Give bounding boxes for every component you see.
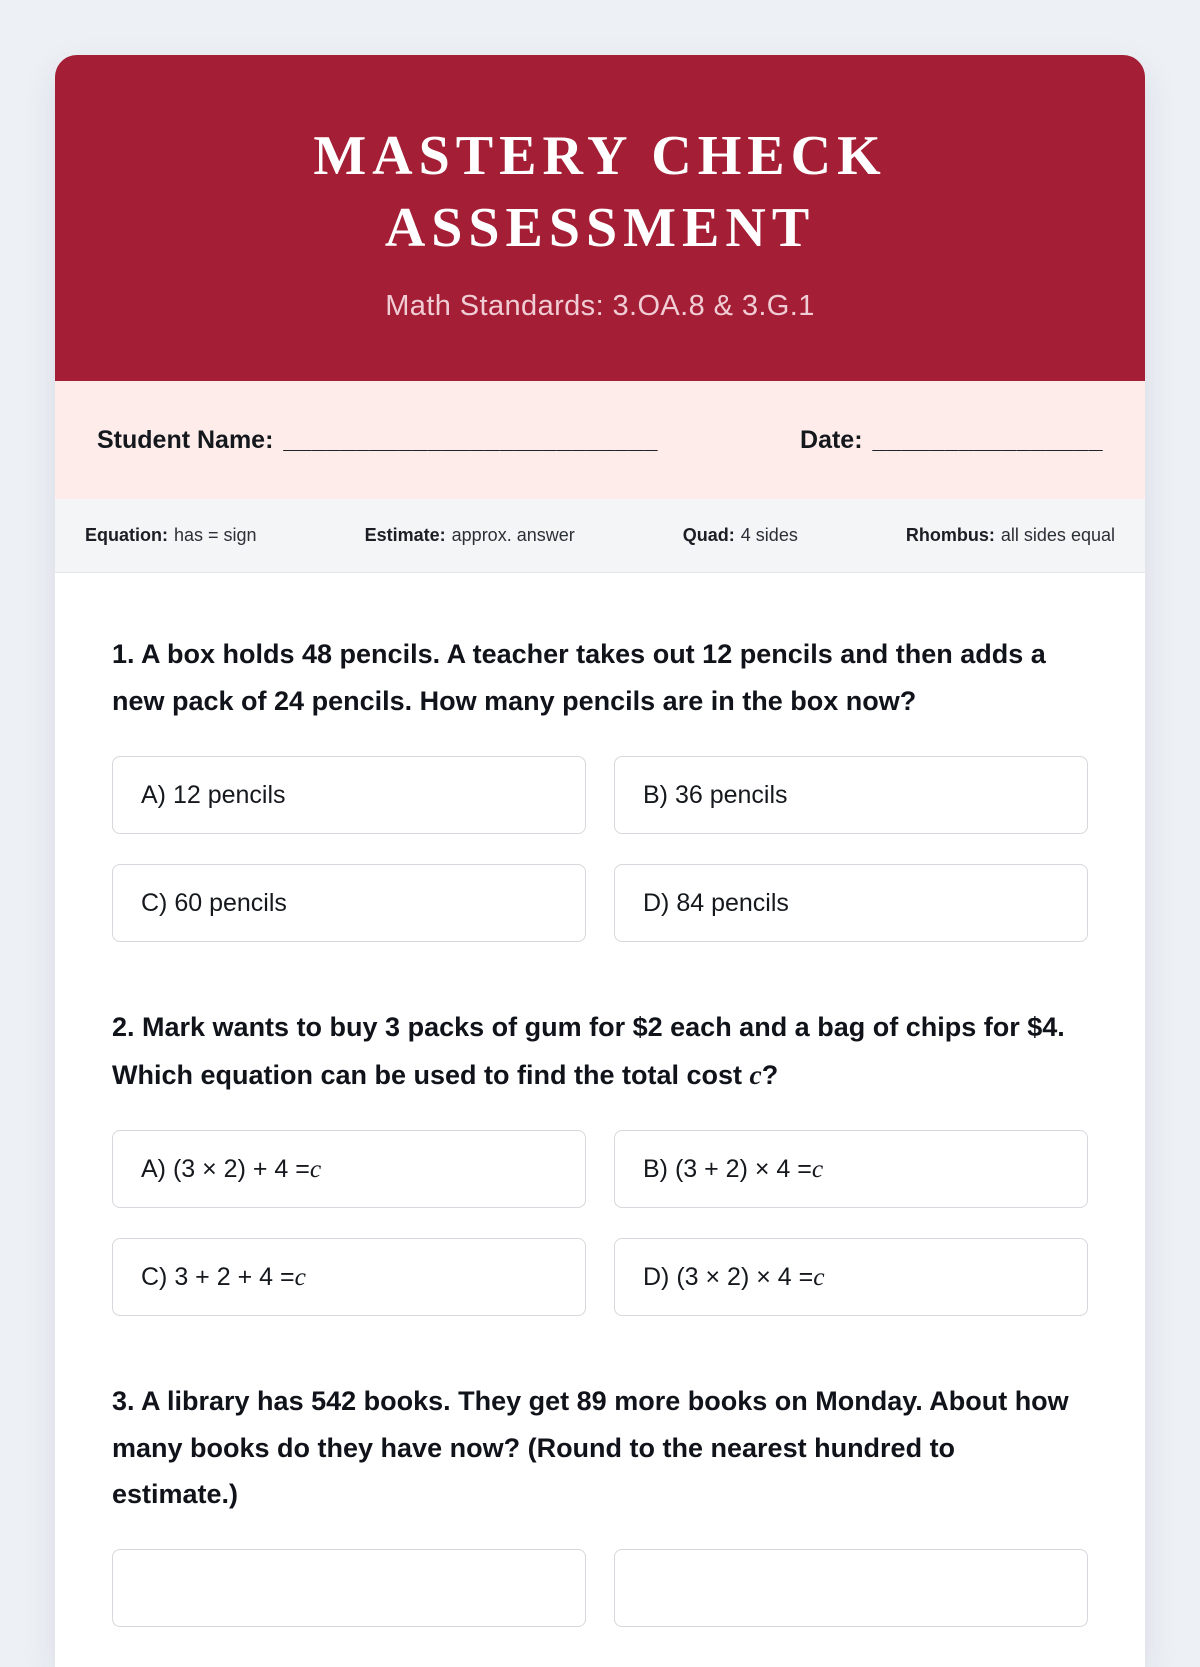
vocab-definition: approx. answer	[451, 525, 575, 546]
answer-option[interactable]: D) 84 pencils	[614, 864, 1088, 942]
vocab-definition: has = sign	[174, 525, 257, 546]
answer-option[interactable]: A) (3 × 2) + 4 = c	[112, 1130, 586, 1208]
vocab-term: Equation:	[85, 525, 168, 546]
options-grid	[112, 1130, 1088, 1316]
worksheet-header	[55, 55, 1145, 381]
options-grid	[112, 1549, 1088, 1627]
student-name-field	[97, 426, 658, 455]
date-field	[800, 426, 1103, 455]
vocab-item	[906, 525, 1115, 546]
options-grid	[112, 756, 1088, 942]
vocab-bar	[55, 499, 1145, 573]
student-name-label: Student Name:	[97, 425, 274, 454]
vocab-term: Estimate:	[364, 525, 446, 546]
math-variable-c: c	[294, 1262, 306, 1292]
student-name-blank: __________________________	[283, 425, 658, 454]
math-variable-c: c	[811, 1154, 824, 1184]
answer-option[interactable]: C) 3 + 2 + 4 = c	[112, 1238, 586, 1316]
date-blank: ________________	[872, 425, 1103, 454]
question-text: 2. Mark wants to buy 3 packs of gum for $2 each and a bag of chips for $4. Which equation can be used to find the total cost c?	[112, 1012, 1065, 1090]
answer-option[interactable]	[112, 1549, 586, 1627]
title-line-1: MASTERY CHECK	[313, 125, 887, 187]
math-variable-c: c	[749, 1058, 762, 1090]
title-line-2: ASSESSMENT	[384, 196, 816, 259]
question-block	[112, 1004, 1088, 1316]
answer-option[interactable]: C) 60 pencils	[112, 864, 586, 942]
answer-option[interactable]	[614, 1549, 1088, 1627]
page-title	[85, 121, 1115, 264]
answer-option[interactable]: B) 36 pencils	[614, 756, 1088, 834]
answer-option[interactable]: B) (3 + 2) × 4 = c	[614, 1130, 1088, 1208]
vocab-term: Rhombus:	[905, 525, 995, 546]
date-label: Date:	[800, 425, 863, 454]
question-text: 1. A box holds 48 pencils. A teacher takes out 12 pencils and then adds a new pack of 24 pencils. How many pencils are in the box now?	[112, 639, 1046, 716]
questions-area	[55, 573, 1145, 1667]
worksheet-card	[55, 55, 1145, 1667]
question-block	[112, 1378, 1088, 1627]
math-variable-c: c	[309, 1154, 322, 1184]
answer-option[interactable]: A) 12 pencils	[112, 756, 586, 834]
vocab-definition: all sides equal	[1000, 525, 1115, 546]
math-variable-c: c	[813, 1262, 825, 1292]
vocab-item	[85, 525, 257, 546]
student-info-bar	[55, 381, 1145, 499]
vocab-item	[365, 525, 575, 546]
vocab-definition: 4 sides	[740, 525, 798, 546]
vocab-item	[683, 525, 798, 546]
answer-option[interactable]: D) (3 × 2) × 4 = c	[614, 1238, 1088, 1316]
question-text: 3. A library has 542 books. They get 89 more books on Monday. About how many books do they have now? (Round to the nearest hundred to estimate.)	[112, 1386, 1069, 1509]
vocab-term: Quad:	[682, 525, 735, 546]
standards-subtitle: Math Standards: 3.OA.8 & 3.G.1	[385, 290, 815, 323]
question-block	[112, 631, 1088, 942]
